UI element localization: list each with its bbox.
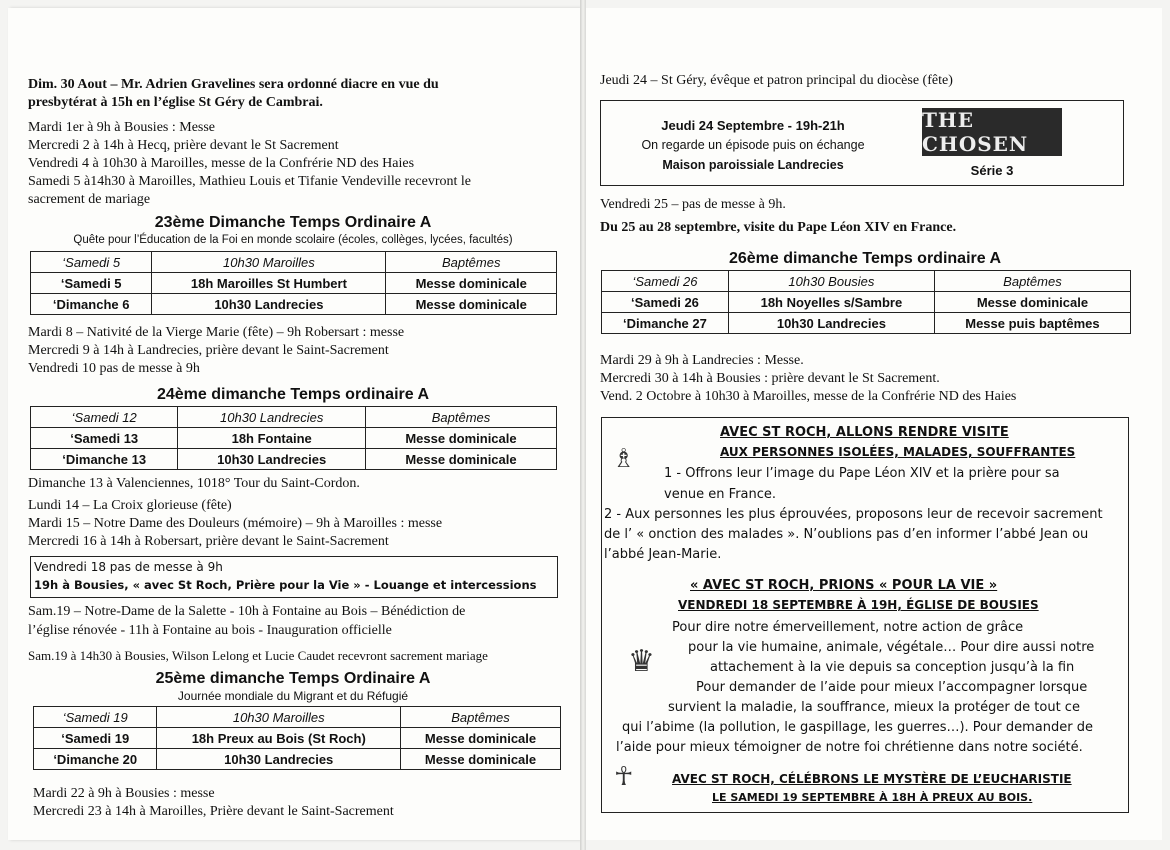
schedule-line: l’église rénovée - 11h à Fontaine au bois - Inauguration officielle (28, 623, 392, 638)
mass-table-25 (33, 706, 561, 770)
mass-table-26 (601, 270, 1131, 334)
schedule-line: Vend. 2 Octobre à 10h30 à Maroilles, messe de la Confrérie ND des Haies (600, 389, 1017, 404)
chosen-serie: Série 3 (970, 163, 1014, 178)
schedule-line: Sam.19 – Notre-Dame de la Salette - 10h à Fontaine au Bois – Bénédiction de (28, 604, 466, 619)
schedule-line: Mardi 8 – Nativité de la Vierge Marie (fête) – 9h Robersart : messe (28, 325, 405, 340)
visit-illustration-icon: ♗ (612, 444, 636, 473)
vie-text: pour la vie humaine, animale, végétale… Pour dire aussi notre (688, 640, 1095, 655)
vie-text: Pour demander de l’aide pour mieux l’accompagner lorsque (696, 680, 1088, 695)
schedule-line: Vendredi 25 – pas de messe à 9h. (600, 197, 786, 212)
table-cell: ‘Dimanche 27 (602, 313, 729, 334)
table-cell: Messe dominicale (386, 273, 557, 294)
table-cell: Messe dominicale (386, 294, 557, 315)
section-title-26: 26ème dimanche Temps ordinaire A (728, 250, 1002, 267)
vie-text: survient la maladie, la souffrance, mieux la protéger de tout ce (668, 700, 1080, 715)
eucharist-date: LE SAMEDI 19 SEPTEMBRE À 18H À PREUX AU BOIS. (712, 791, 1033, 804)
table-cell: Messe dominicale (365, 449, 556, 470)
section-title-24: 24ème dimanche Temps ordinaire A (156, 386, 430, 403)
ordination-line-1: Dim. 30 Aout – Mr. Adrien Gravelines sera ordonné diacre en vue du (28, 77, 439, 92)
vie-text: l’aide pour mieux témoigner de notre foi chrétienne dans notre société. (616, 740, 1083, 755)
table-cell: ‘Samedi 5 (31, 252, 152, 273)
mass-table-23 (30, 251, 557, 315)
eucharist-title: AVEC ST ROCH, CÉLÉBRONS LE MYSTÈRE DE L’EUCHARISTIE (672, 772, 1072, 786)
schedule-line: Dimanche 13 à Valenciennes, 1018° Tour du Saint-Cordon. (28, 476, 360, 491)
visit-text: 1 - Offrons leur l’image du Pape Léon XIV et la prière pour sa (664, 466, 1060, 481)
schedule-line: Mercredi 9 à 14h à Landrecies, prière devant le Saint-Sacrement (28, 343, 389, 358)
table-cell: 18h Fontaine (178, 428, 366, 449)
table-cell: Messe dominicale (934, 292, 1130, 313)
box-line: Vendredi 18 pas de messe à 9h (34, 560, 223, 574)
table-cell: Baptêmes (386, 252, 557, 273)
schedule-line: Vendredi 4 à 10h30 à Maroilles, messe de la Confrérie ND des Haies (28, 156, 415, 171)
schedule-line: Mercredi 16 à 14h à Robersart, prière devant le Saint-Sacrement (28, 534, 389, 549)
table-cell: 10h30 Landrecies (178, 407, 366, 428)
visit-text: l’abbé Jean-Marie. (604, 547, 722, 562)
table-cell: ‘Samedi 12 (31, 407, 178, 428)
table-cell: ‘Dimanche 20 (34, 749, 157, 770)
schedule-line: Sam.19 à 14h30 à Bousies, Wilson Lelong et Lucie Caudet recevront sacrement mariage (28, 648, 488, 663)
table-cell: Messe puis baptêmes (934, 313, 1130, 334)
schedule-line: Samedi 5 à14h30 à Maroilles, Mathieu Louis et Tifanie Vendeville recevront le (28, 174, 471, 189)
section-subtitle-25: Journée mondiale du Migrant et du Réfugié (177, 689, 409, 703)
table-cell: ‘Samedi 13 (31, 428, 178, 449)
schedule-line: Mardi 22 à 9h à Bousies : messe (33, 786, 215, 801)
table-cell: 10h30 Landrecies (157, 749, 401, 770)
vie-text: qui l’abime (la pollution, le gaspillage, les guerres…). Pour demander de (622, 720, 1093, 735)
pope-visit-line: Du 25 au 28 septembre, visite du Pape Léon XIV en France. (600, 220, 957, 235)
schedule-line: Mardi 15 – Notre Dame des Douleurs (mémoire) – 9h à Maroilles : messe (28, 516, 443, 531)
table-cell: 10h30 Landrecies (728, 313, 934, 334)
vie-subtitle: VENDREDI 18 SEPTEMBRE À 19H, ÉGLISE DE BOUSIES (678, 598, 1039, 612)
visit-text: 2 - Aux personnes les plus éprouvées, proposons leur de recevoir sacrement (604, 507, 1103, 522)
ordination-line-2: presbytérat à 15h en l’église St Géry de Cambrai. (28, 95, 323, 110)
table-cell: 10h30 Landrecies (152, 294, 386, 315)
vie-text: attachement à la vie depuis sa conception jusqu’à la fin (710, 660, 1075, 675)
table-cell: Messe dominicale (365, 428, 556, 449)
table-cell: ‘Samedi 26 (602, 292, 729, 313)
table-cell: Baptêmes (365, 407, 556, 428)
table-cell: Baptêmes (934, 271, 1130, 292)
praying-figure-icon: ♛ (628, 645, 655, 678)
chosen-line: On regarde un épisode puis on échange (641, 138, 865, 152)
table-cell: 18h Maroilles St Humbert (152, 273, 386, 294)
visit-text: venue en France. (664, 487, 777, 502)
visit-subtitle: AUX PERSONNES ISOLÉES, MALADES, SOUFFRANTES (720, 445, 1076, 459)
box-line: 19h à Bousies, « avec St Roch, Prière pour la Vie » - Louange et intercessions (34, 578, 537, 592)
table-cell: Baptêmes (401, 707, 561, 728)
schedule-line: Mardi 29 à 9h à Landrecies : Messe. (600, 353, 804, 368)
the-chosen-logo: THE CHOSEN (922, 108, 1062, 156)
table-cell: ‘Samedi 19 (34, 707, 157, 728)
table-cell: Messe dominicale (401, 749, 561, 770)
table-cell: ‘Samedi 19 (34, 728, 157, 749)
schedule-line: Mardi 1er à 9h à Bousies : Messe (28, 120, 216, 135)
table-cell: 18h Noyelles s/Sambre (728, 292, 934, 313)
vie-text: Pour dire notre émerveillement, notre action de grâce (672, 620, 1024, 635)
table-cell: ‘Dimanche 13 (31, 449, 178, 470)
eucharist-icon: ☥ (614, 762, 634, 791)
mass-table-24 (30, 406, 557, 470)
visit-title: AVEC ST ROCH, ALLONS RENDRE VISITE (720, 425, 1009, 440)
section-title-23: 23ème Dimanche Temps Ordinaire A (154, 214, 432, 231)
table-cell: 10h30 Bousies (728, 271, 934, 292)
visit-text: de l’ « onction des malades ». N’oublions pas d’en informer l’abbé Jean ou (604, 527, 1089, 542)
schedule-line: Jeudi 24 – St Géry, évêque et patron principal du diocèse (fête) (600, 73, 953, 88)
schedule-line: Mercredi 30 à 14h à Bousies : prière devant le St Sacrement. (600, 371, 940, 386)
table-cell: ‘Dimanche 6 (31, 294, 152, 315)
section-title-25: 25ème dimanche Temps Ordinaire A (155, 670, 431, 687)
table-cell: ‘Samedi 26 (602, 271, 729, 292)
vie-title: « AVEC ST ROCH, PRIONS « POUR LA VIE » (690, 578, 998, 593)
schedule-line: sacrement de mariage (28, 192, 151, 207)
chosen-line: Jeudi 24 Septembre - 19h-21h (661, 118, 845, 133)
table-cell: 10h30 Landrecies (178, 449, 366, 470)
table-cell: 10h30 Maroilles (157, 707, 401, 728)
chosen-line: Maison paroissiale Landrecies (662, 158, 844, 172)
schedule-line: Lundi 14 – La Croix glorieuse (fête) (28, 498, 232, 513)
schedule-line: Mercredi 2 à 14h à Hecq, prière devant le St Sacrement (28, 138, 339, 153)
table-cell: ‘Samedi 5 (31, 273, 152, 294)
schedule-line: Vendredi 10 pas de messe à 9h (28, 361, 200, 376)
section-subtitle-23: Quête pour l’Éducation de la Foi en monde scolaire (écoles, collèges, lycées, facultés) (73, 234, 513, 246)
table-cell: 18h Preux au Bois (St Roch) (157, 728, 401, 749)
table-cell: Messe dominicale (401, 728, 561, 749)
table-cell: 10h30 Maroilles (152, 252, 386, 273)
schedule-line: Mercredi 23 à 14h à Maroilles, Prière devant le Saint-Sacrement (33, 804, 394, 819)
page-fold (580, 0, 586, 850)
